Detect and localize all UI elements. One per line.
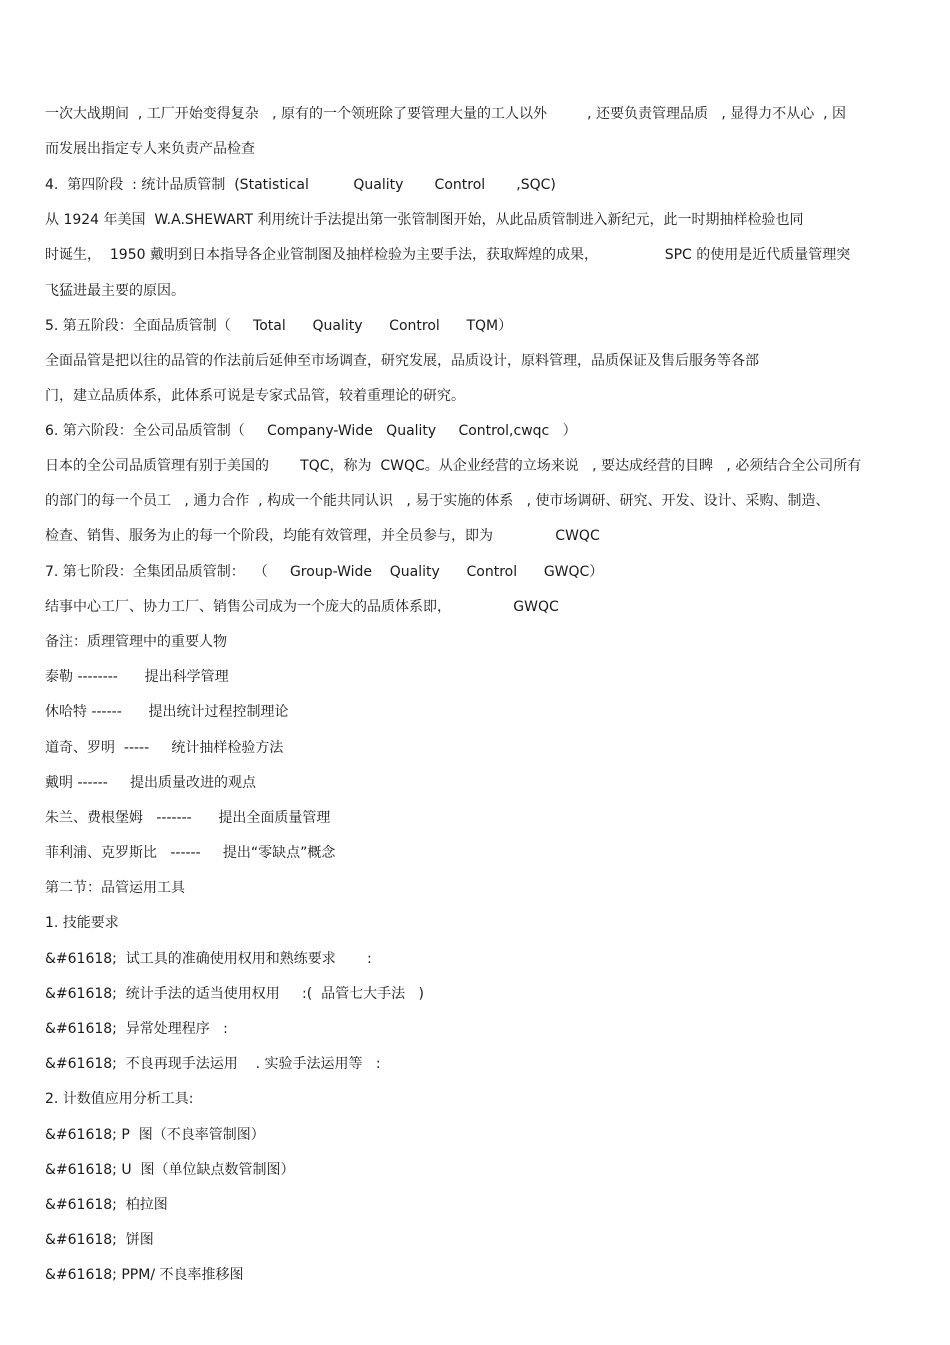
subheading-skills: 1. 技能要求	[45, 915, 119, 931]
list-item: &#61618; 统计手法的适当使用权用 :( 品管七大手法 )	[45, 986, 424, 1002]
text-line: 一次大战期间 , 工厂开始变得复杂 , 原有的一个领班除了要管理大量的工人以外 , 还要负责管理品质 , 显得力不从心 , 因	[45, 106, 847, 122]
list-item: &#61618; 试工具的准确使用权用和熟练要求 :	[45, 951, 372, 967]
list-item: &#61618; 异常处理程序 :	[45, 1021, 228, 1037]
section-heading-5: 5. 第五阶段：全面品质管制（ Total Quality Control TQM）	[45, 318, 513, 334]
person-item: 戴明 ------ 提出质量改进的观点	[45, 775, 257, 791]
text-line: 全面品管是把以往的品管的作法前后延伸至市场调查，研究发展，品质设计，原料管理，品质保证及售后服务等各部	[45, 353, 759, 369]
section-heading-7: 7. 第七阶段：全集团品质管制： （ Group-Wide Quality Control GWQC）	[45, 564, 604, 580]
list-item: &#61618; PPM/ 不良率推移图	[45, 1267, 244, 1283]
note-heading: 备注：质理管理中的重要人物	[45, 634, 227, 650]
text-line: 门，建立品质体系，此体系可说是专家式品管，较着重理论的研究。	[45, 388, 465, 404]
list-item: &#61618; 柏拉图	[45, 1197, 168, 1213]
text-line: 从 1924 年美国 W.A.SHEWART 利用统计手法提出第一张管制图开始，从此品质管制进入新纪元，此一时期抽样检验也同	[45, 212, 804, 228]
text-line: 而发展出指定专人来负责产品检查	[45, 141, 255, 157]
list-item: &#61618; 饼图	[45, 1232, 154, 1248]
text-line: 检查、销售、服务为止的每一个阶段，均能有效管理，并全员参与，即为 CWQC	[45, 528, 600, 544]
text-line: 结事中心工厂、协力工厂、销售公司成为一个庞大的品质体系即， GWQC	[45, 599, 559, 615]
list-item: &#61618; 不良再现手法运用 . 实验手法运用等 :	[45, 1056, 381, 1072]
person-item: 休哈特 ------ 提出统计过程控制理论	[45, 704, 289, 720]
person-item: 道奇、罗明 ----- 统计抽样检验方法	[45, 740, 284, 756]
list-item: &#61618; U 图（单位缺点数管制图）	[45, 1162, 295, 1178]
section-heading-4: 4. 第四阶段 : 统计品质管制 (Statistical Quality Control ,SQC)	[45, 177, 556, 193]
text-line: 时诞生， 1950 戴明到日本指导各企业管制图及抽样检验为主要手法，获取辉煌的成果， SPC 的使用是近代质量管理突	[45, 247, 851, 263]
list-item: &#61618; P 图（不良率管制图）	[45, 1127, 265, 1143]
text-line: 飞猛进最主要的原因。	[45, 283, 185, 299]
person-item: 泰勒 -------- 提出科学管理	[45, 669, 229, 685]
text-line: 日本的全公司品质管理有别于美国的 TQC，称为 CWQC。从企业经营的立场来说 , 要达成经营的目睥 , 必须结合全公司所有	[45, 458, 862, 474]
text-line: 的部门的每一个员工 , 通力合作 , 构成一个能共同认识 , 易于实施的体系 , 使市场调研、研究、开发、设计、采购、制造、	[45, 493, 830, 509]
subheading-tools: 2. 计数值应用分析工具:	[45, 1091, 194, 1107]
section-heading-6: 6. 第六阶段：全公司品质管制（ Company-Wide Quality Control,cwqc ）	[45, 423, 577, 439]
section-2-heading: 第二节：品管运用工具	[45, 880, 185, 896]
person-item: 朱兰、费根堡姆 ------- 提出全面质量管理	[45, 810, 331, 826]
person-item: 菲利浦、克罗斯比 ------ 提出“零缺点”概念	[45, 845, 336, 861]
